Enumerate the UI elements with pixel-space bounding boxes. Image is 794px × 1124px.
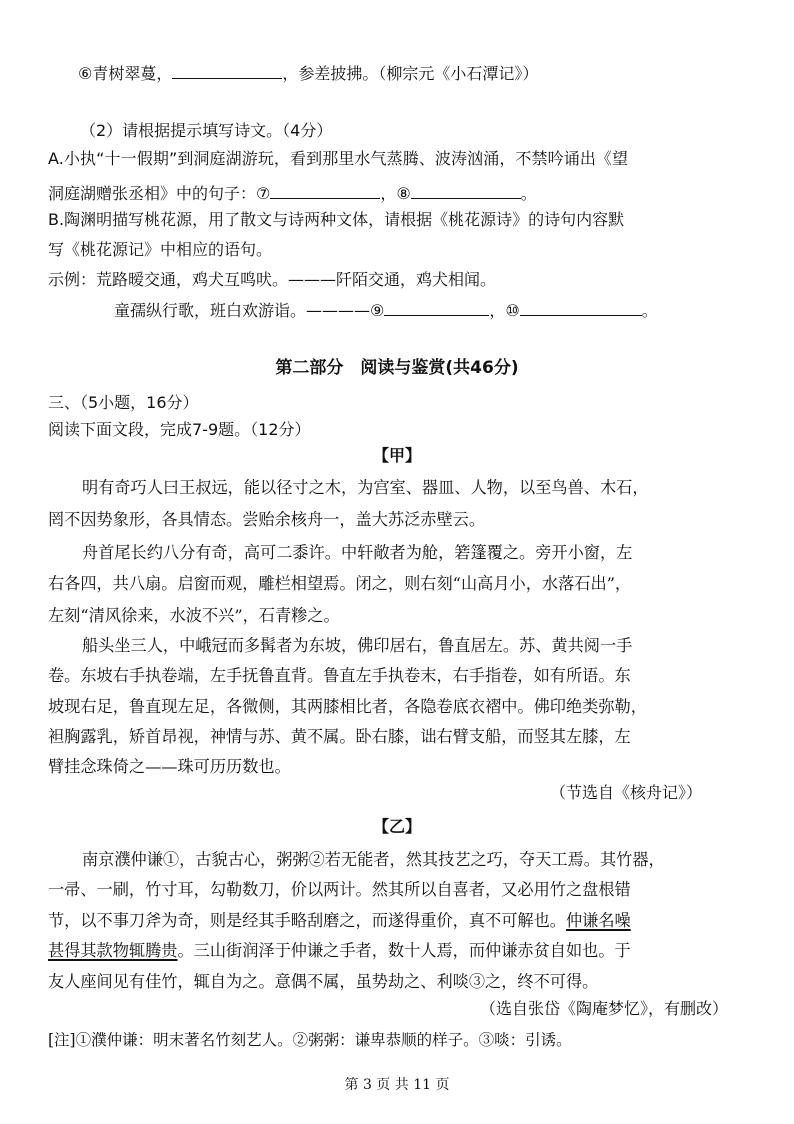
reading-instruction: 阅读下面文段，完成7-9题。（12分） [48, 420, 311, 439]
q2-a-line2-pre: 洞庭湖赠张丞相》中的句子：⑦ [48, 184, 271, 203]
section-3-header: 三、（5小题，16分） [48, 393, 199, 412]
passage-yi-label: 【乙】 [372, 817, 421, 836]
yi-line-3 [48, 911, 631, 931]
q6-pre: ⑥青树翠蔓， [78, 64, 173, 83]
jia-line-1: 明有奇巧人曰王叔远，能以径寸之木，为宫室、器皿、人物，以至鸟兽、木石， [82, 478, 649, 497]
answer-blank-9[interactable] [384, 301, 489, 316]
q2-a-line2 [48, 184, 537, 204]
part2-title: 第二部分 阅读与鉴赏(共46分) [275, 358, 519, 378]
page-number: 第 3 页 共 11 页 [344, 1077, 450, 1093]
jia-line-9: 袒胸露乳，矫首昂视，神情与苏、黄不属。卧右膝，诎右臂支船，而竖其左膝，左 [48, 727, 631, 746]
q2-header: （2）请根据提示填写诗文。（4分） [80, 121, 333, 140]
q2-ex2-pre: 童孺纵行歌，班白欢游诣。————⑨ [114, 301, 385, 320]
q2-a-line2-end: 。 [520, 184, 537, 203]
yi-underlined-sentence-part1: 仲谦名噪 [566, 911, 631, 930]
yi-source: （选自张岱《陶庵梦忆》，有删改） [480, 999, 729, 1018]
q2-b-line2: 写《桃花源记》中相应的语句。 [48, 240, 273, 259]
jia-line-8: 坡现右足，鲁直现左足，各微侧，其两膝相比者，各隐卷底衣褶中。佛印绝类弥勒， [48, 697, 647, 716]
q6-line [78, 64, 538, 84]
yi-underlined-sentence-part2: 甚得其款物辄腾贵 [48, 941, 178, 960]
answer-blank-6[interactable] [172, 64, 282, 79]
jia-line-10: 臂挂念珠倚之——珠可历历数也。 [48, 757, 291, 776]
q2-ex2-end: 。 [641, 301, 658, 320]
q6-post: ，参差披拂。（柳宗元《小石潭记》） [282, 64, 539, 83]
q2-ex2-mid: ，⑩ [489, 301, 520, 320]
jia-line-6: 船头坐三人，中峨冠而多髯者为东坡，佛印居右，鲁直居左。苏、黄共阅一手 [82, 636, 633, 655]
answer-blank-7[interactable] [270, 184, 380, 199]
yi-line-1: 南京濮仲谦①，古貌古心，粥粥②若无能者，然其技艺之巧，夺天工焉。其竹器， [82, 850, 665, 869]
jia-line-3: 舟首尾长约八分有奇，高可二黍许。中轩敞者为舱，箬篷覆之。旁开小窗，左 [82, 543, 633, 562]
q2-a-line1: A.小执“十一假期”到洞庭湖游玩，看到那里水气蒸腾、波涛汹涌，不禁吟诵出《望 [48, 149, 629, 168]
yi-line-5: 友人座间见有佳竹，辄自为之。意偶不属，虽势劫之、利啖③之，终不可得。 [48, 972, 599, 991]
yi-line-4 [48, 941, 631, 961]
answer-blank-8[interactable] [411, 184, 521, 199]
jia-line-2: 罔不因势象形，各具情态。尝贻余核舟一，盖大苏泛赤壁云。 [48, 510, 486, 529]
answer-blank-10[interactable] [520, 301, 642, 316]
yi-notes: [注]①濮仲谦：明末著名竹刻艺人。②粥粥：谦卑恭顺的样子。③啖：引诱。 [48, 1031, 572, 1049]
q2-b-line1: B.陶渊明描写桃花源，用了散文与诗两种文体，请根据《桃花源诗》的诗句内容默 [48, 210, 625, 229]
yi-line-4-text: 。三山街润泽于仲谦之手者，数十人焉，而仲谦赤贫自如也。于 [177, 941, 631, 960]
jia-line-7: 卷。东坡右手执卷端，左手抚鲁直背。鲁直左手执卷末，右手指卷，如有所语。东 [48, 666, 631, 685]
jia-line-4: 右各四，共八扇。启窗而观，雕栏相望焉。闭之，则右刻“山高月小，水落石出”， [48, 574, 632, 593]
jia-source: （节选自《核舟记》） [550, 783, 703, 802]
yi-line-2: 一帚、一刷，竹寸耳，勾勒数刀，价以两计。然其所以自喜者，又必用竹之盘根错 [48, 880, 631, 899]
jia-line-5: 左刻“清风徐来，水波不兴”，石青糁之。 [48, 606, 340, 625]
passage-jia-label: 【甲】 [372, 446, 421, 465]
q2-a-line2-mid: ，⑧ [380, 184, 411, 203]
q2-example-2 [114, 301, 658, 321]
yi-line-3-text: 节，以不事刀斧为奇，则是经其手略刮磨之，而遂得重价，真不可解也。 [48, 911, 566, 930]
q2-example: 示例：荒路暧交通，鸡犬互鸣吠。———阡陌交通，鸡犬相闻。 [48, 270, 497, 289]
